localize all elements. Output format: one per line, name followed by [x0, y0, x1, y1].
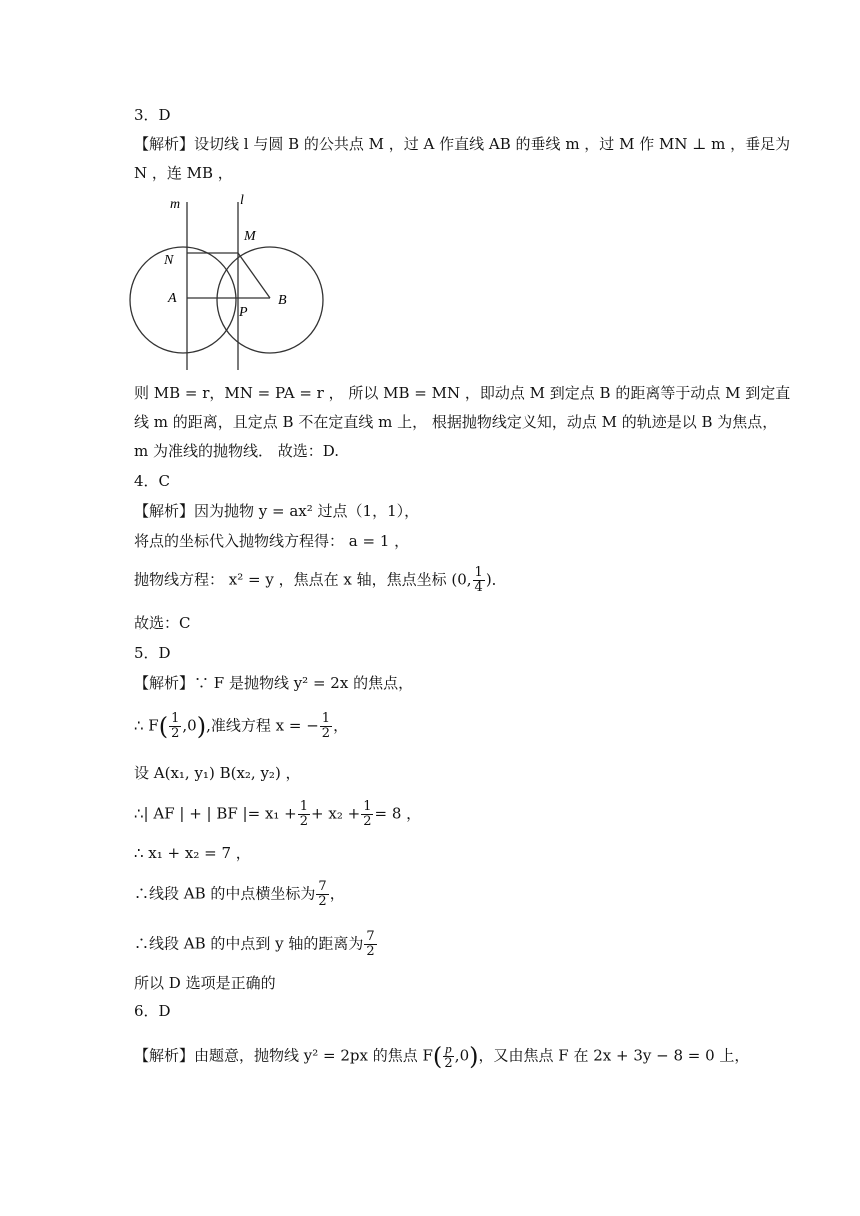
q4-answer: 4．C: [134, 472, 171, 490]
q6-answer: 6．D: [134, 1002, 171, 1020]
q3-explanation-line3: 则 MB = r，MN = PA = r ， 所以 MB = MN ，即动点 M 到定点 B 的距离等于动点 M 到定直: [134, 384, 791, 402]
q5-explanation-line3: 设 A(x₁, y₁) B(x₂, y₂) ，: [134, 764, 301, 782]
circle-b: [217, 247, 323, 353]
q5-explanation-line2: ∴ F( $\frac{1}{2}$ ,0),准线方程 x = − $\frac{1}{2}$ ，: [134, 711, 349, 741]
q5-explanation-line6: ∴线段 AB 的中点横坐标为 $\frac{7}{2}$ ，: [134, 879, 345, 909]
label-l: l: [240, 193, 244, 208]
q3-explanation-line1: 【解析】设切线 l 与圆 B 的公共点 M ，过 A 作直线 AB 的垂线 m ，过 M 作 MN ⊥ m ，垂足为: [134, 135, 791, 153]
label-M: M: [244, 229, 256, 244]
fraction-one-quarter: $\frac{1}{4}$: [474, 565, 483, 595]
q3-explanation-line2: N ，连 MB ，: [134, 164, 233, 182]
label-N: N: [164, 253, 174, 268]
q5-answer: 5．D: [134, 644, 171, 662]
q6-explanation-line1: 【解析】由题意，抛物线 y² = 2px 的焦点 F( $\frac{p}{2}$ ,0)，又由焦点 F 在 2x + 3y − 8 = 0 上，: [134, 1041, 750, 1071]
q4-explanation-line2: 将点的坐标代入抛物线方程得： a = 1 ，: [134, 532, 410, 550]
q3-explanation-line4: 线 m 的距离，且定点 B 不在定直线 m 上， 根据抛物线定义知，动点 M 的轨迹是以 B 为焦点，: [134, 413, 778, 431]
q3-answer: 3．D: [134, 106, 171, 124]
q4-explanation-line1: 【解析】因为抛物 y = ax² 过点（1，1），: [134, 502, 420, 520]
q5-explanation-line7: ∴线段 AB 的中点到 y 轴的距离为 $\frac{7}{2}$: [134, 929, 375, 959]
fraction-half: $\frac{1}{2}$: [171, 711, 180, 741]
q3-circle-figure: [128, 192, 328, 372]
q5-explanation-line5: ∴ x₁ + x₂ = 7 ，: [134, 844, 251, 862]
circle-a: [130, 247, 236, 353]
label-A: A: [168, 291, 177, 306]
label-P: P: [239, 305, 248, 320]
label-B: B: [278, 293, 287, 308]
q5-conclusion: 所以 D 选项是正确的: [134, 974, 276, 992]
q5-explanation-line4: ∴| AF | + | BF |= x₁ + $\frac{1}{2}$ + x₂ + $\frac{1}{2}$ = 8 ，: [134, 799, 422, 829]
fraction-p-half: $\frac{p}{2}$: [444, 1041, 453, 1071]
label-m: m: [170, 197, 181, 212]
q5-explanation-line1: 【解析】∵ F 是抛物线 y² = 2x 的焦点，: [134, 674, 414, 692]
q4-explanation-line3: 抛物线方程： x² = y ，焦点在 x 轴，焦点坐标 (0, $\frac{1}{4}$ )．: [134, 565, 507, 595]
fraction-seven-halves: $\frac{7}{2}$: [318, 879, 327, 909]
segment-mb: [238, 253, 270, 298]
q4-conclusion: 故选：C: [134, 614, 191, 632]
q3-explanation-line5: m 为准线的抛物线． 故选：D.: [134, 442, 340, 460]
